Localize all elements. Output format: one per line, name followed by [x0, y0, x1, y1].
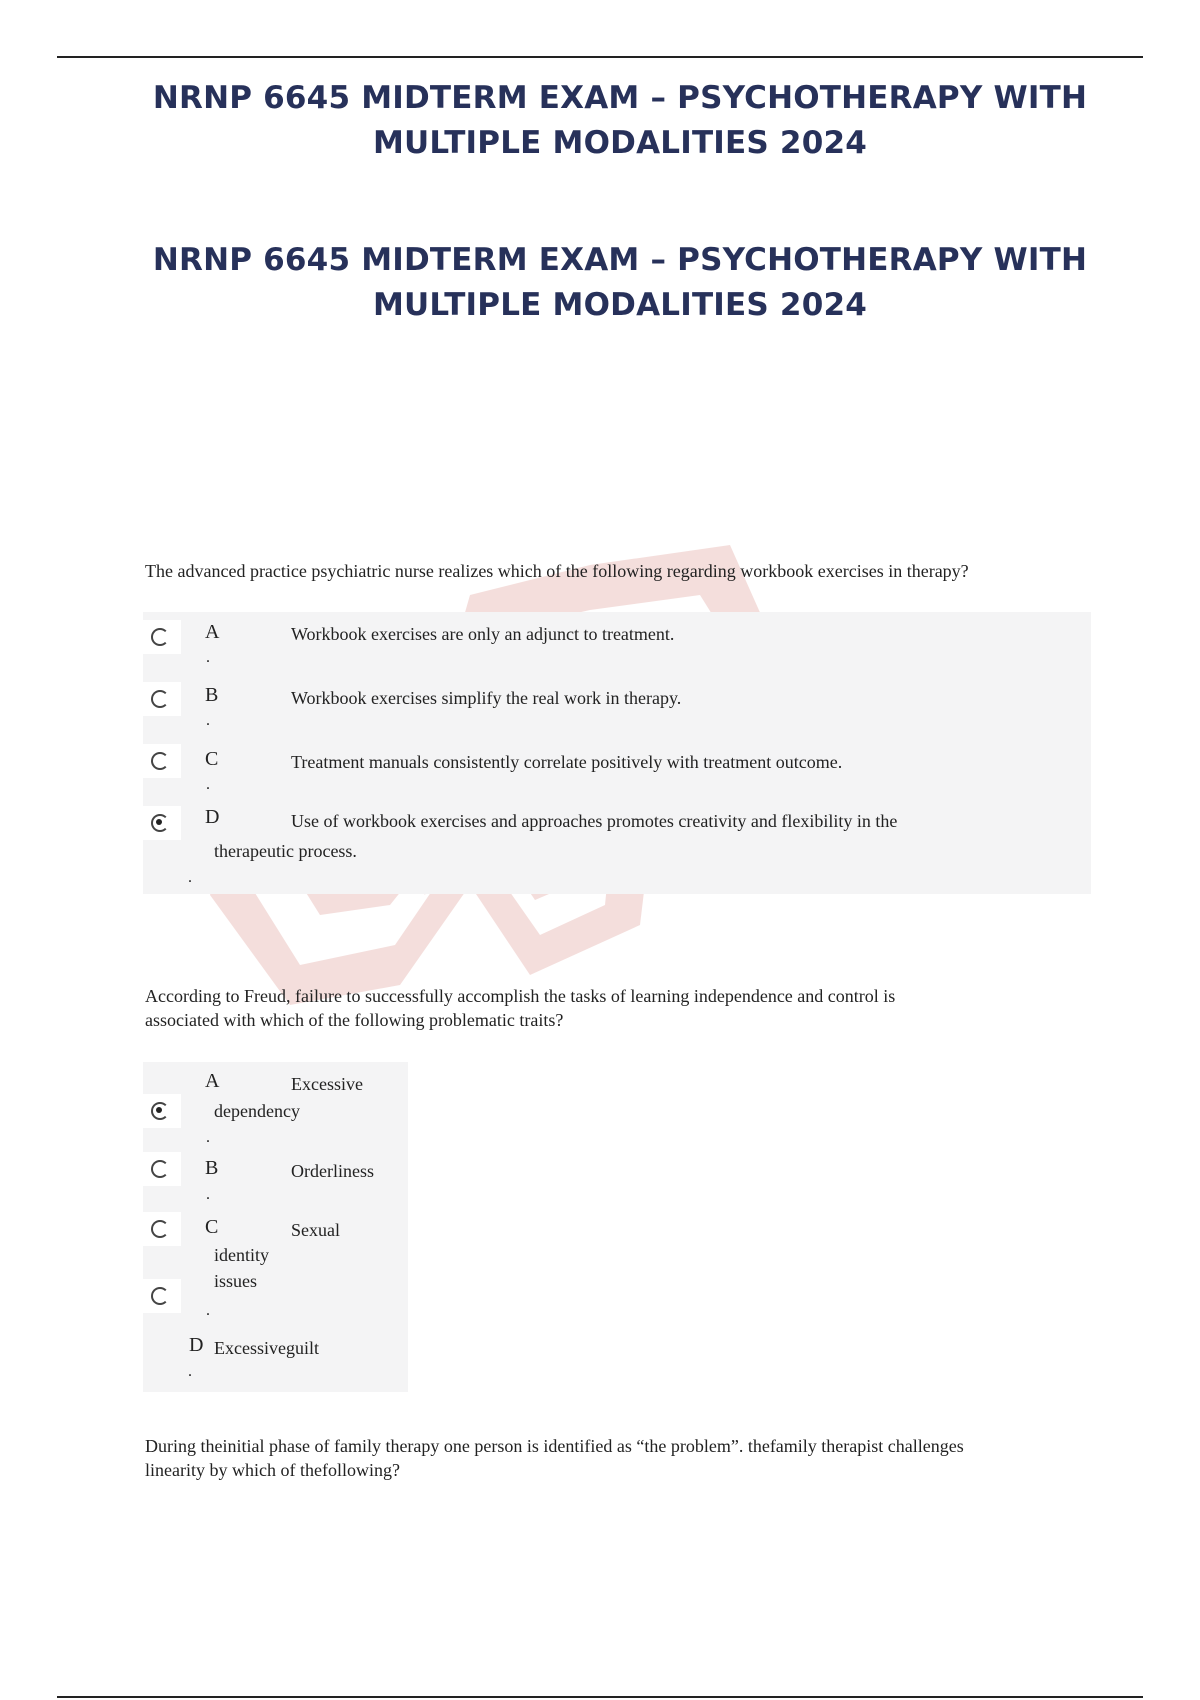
option-c-text-continued-2: issues: [214, 1271, 258, 1291]
radio-icon: [151, 1220, 169, 1238]
option-b-letter: B: [205, 1157, 219, 1179]
question-2-options: [143, 1062, 408, 1392]
option-c-radio[interactable]: [143, 744, 181, 778]
option-b-radio[interactable]: [143, 682, 181, 716]
option-a-text-continued: dependency: [214, 1101, 300, 1121]
radio-selected-dot: [156, 1107, 162, 1113]
document-title-repeat: [120, 238, 1120, 328]
option-b-radio[interactable]: [143, 1152, 181, 1186]
option-b-text: Workbook exercises simplify the real work in therapy.: [291, 688, 682, 708]
document-title: [120, 76, 1120, 166]
radio-icon: [151, 628, 169, 646]
question-3-line-2: linearity by which of thefollowing?: [145, 1460, 400, 1480]
radio-icon: [151, 1160, 169, 1178]
radio-icon: [151, 752, 169, 770]
question-3-text: [145, 1434, 1085, 1482]
option-d-text: Use of workbook exercises and approaches promotes creativity and flexibility in the: [291, 811, 898, 831]
radio-icon: [151, 1287, 169, 1305]
question-1-options: [143, 612, 1091, 894]
question-3-line-1: During theinitial phase of family therapy one person is identified as “the problem”. thefamily therapist challenges: [145, 1436, 964, 1456]
option-b-letter: B: [205, 684, 219, 706]
option-a-period: .: [206, 1129, 210, 1146]
option-d-letter: D: [189, 1334, 204, 1356]
title-line-1: NRNP 6645 MIDTERM EXAM – PSYCHOTHERAPY WITH: [152, 242, 1088, 278]
radio-icon: [151, 690, 169, 708]
top-rule: [57, 56, 1143, 58]
option-c-period: .: [206, 776, 210, 793]
option-c-text: Treatment manuals consistently correlate positively with treatment outcome.: [291, 752, 843, 772]
option-c-text: Sexual: [291, 1220, 340, 1240]
option-d-letter: D: [205, 806, 220, 828]
title-line-2: MULTIPLE MODALITIES 2024: [372, 287, 868, 323]
option-c-letter: C: [205, 748, 219, 770]
option-d-text-continued: therapeutic process.: [214, 841, 357, 861]
option-b-period: .: [206, 712, 210, 729]
option-c-text-continued: identity: [214, 1245, 269, 1265]
option-b-period: .: [206, 1186, 210, 1203]
question-2-line-2: associated with which of the following problematic traits?: [145, 1010, 564, 1030]
question-2-line-1: According to Freud, failure to successfully accomplish the tasks of learning independence and control is: [145, 986, 896, 1006]
option-d-radio[interactable]: [143, 806, 181, 840]
option-a-letter: A: [205, 621, 220, 643]
bottom-rule: [57, 1696, 1143, 1698]
option-d-period: .: [188, 1363, 192, 1380]
option-d-radio[interactable]: [143, 1279, 181, 1313]
option-d-text: Excessiveguilt: [214, 1338, 319, 1358]
option-b-text: Orderliness: [291, 1161, 374, 1181]
option-d-period: .: [188, 869, 192, 886]
radio-selected-dot: [156, 819, 162, 825]
title-line-2: MULTIPLE MODALITIES 2024: [372, 125, 868, 161]
option-c-letter: C: [205, 1216, 219, 1238]
title-line-1: NRNP 6645 MIDTERM EXAM – PSYCHOTHERAPY WITH: [152, 80, 1088, 116]
question-2-text: [145, 984, 1025, 1032]
option-c-period: .: [206, 1302, 210, 1319]
option-a-period: .: [206, 649, 210, 666]
option-a-radio[interactable]: [143, 620, 181, 654]
question-1-text: The advanced practice psychiatric nurse realizes which of the following regarding workbook exercises in therapy?: [145, 561, 969, 581]
option-a-radio[interactable]: [143, 1094, 181, 1128]
option-a-letter: A: [205, 1070, 220, 1092]
option-a-text: Workbook exercises are only an adjunct to treatment.: [291, 624, 675, 644]
option-c-radio[interactable]: [143, 1212, 181, 1246]
option-a-text: Excessive: [291, 1074, 363, 1094]
